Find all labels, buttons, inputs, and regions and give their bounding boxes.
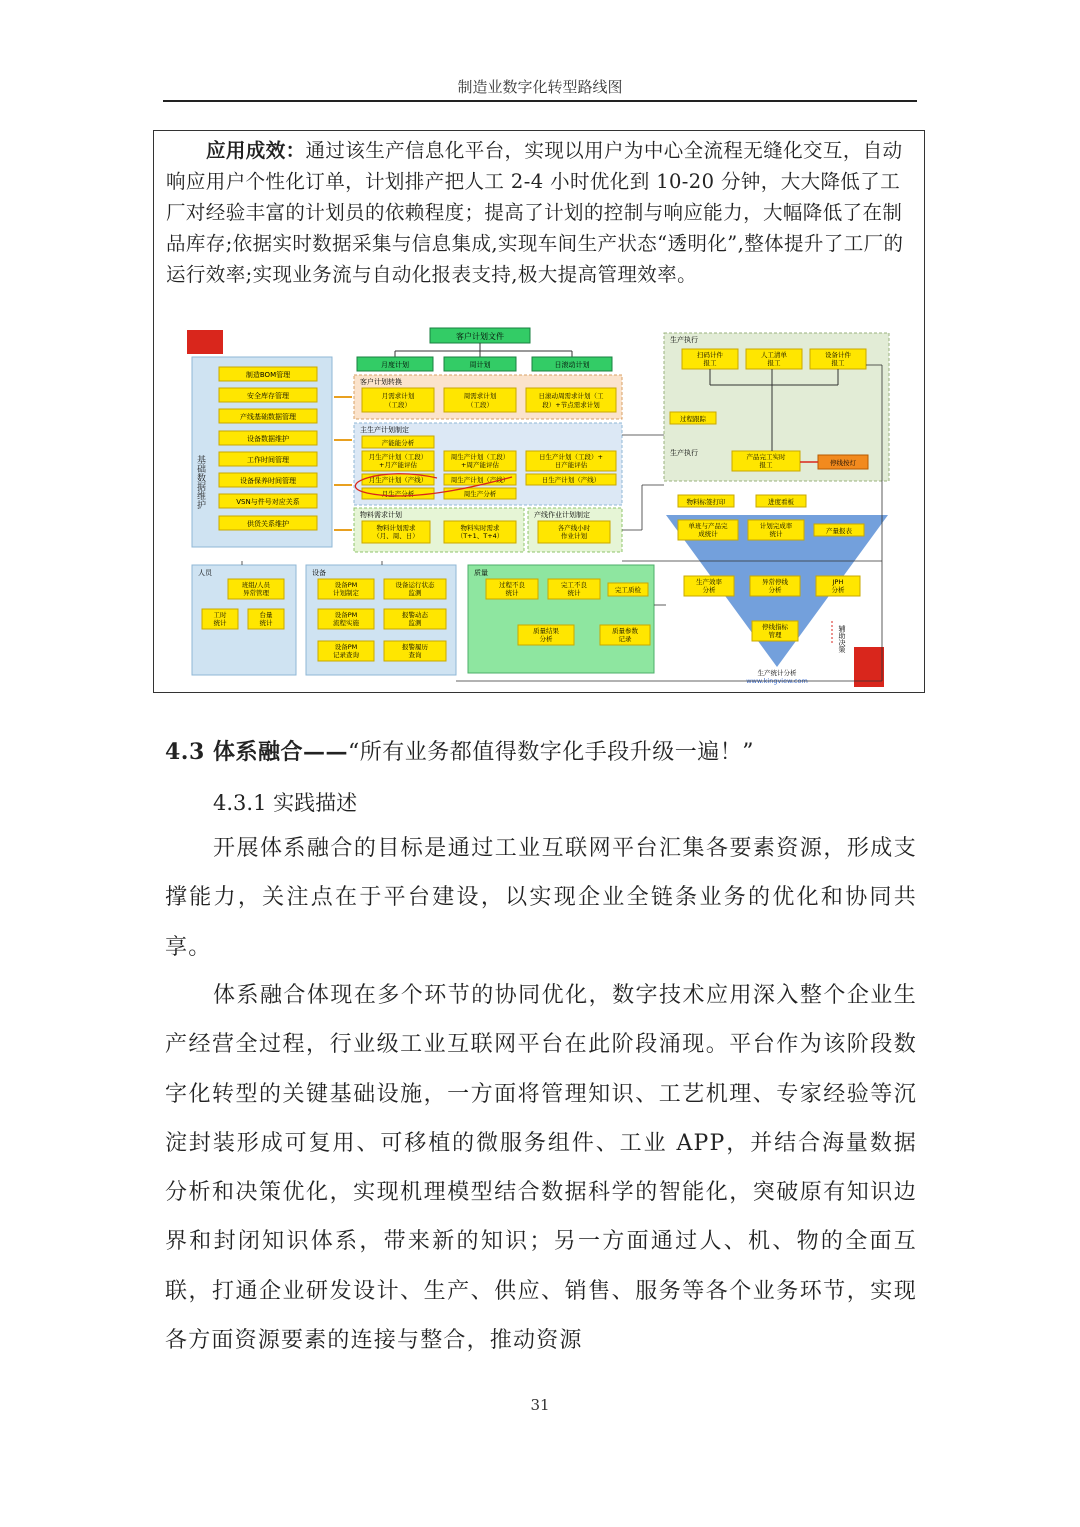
basic-item: VSN与件号对应关系 bbox=[236, 498, 300, 506]
section-title: 体系融合 bbox=[212, 739, 303, 765]
line-job-label: 产线作业计划制定 bbox=[534, 511, 590, 519]
demand-item: 日滚动周需求计划（工段）+节点需求计划 bbox=[538, 392, 604, 409]
effect-label: 应用成效： bbox=[206, 139, 306, 162]
effect-text bbox=[166, 135, 916, 290]
quality-item: 质量结果分析 bbox=[533, 627, 559, 643]
demand-item: 月需求计划（工段） bbox=[381, 392, 415, 409]
basic-item: 制造BOM管理 bbox=[245, 371, 291, 379]
capacity-item: 产能能分析 bbox=[381, 439, 415, 447]
exec-item: 扫码计件报工 bbox=[697, 351, 723, 367]
funnel-bottom-item: 停线指标管理 bbox=[762, 623, 788, 639]
month-prod-item: 月生产计划（工段）+月产能评估 bbox=[368, 453, 428, 469]
material-demand-label: 物料需求计划 bbox=[360, 511, 402, 519]
equip-item: 设备PM 流程实施 bbox=[333, 611, 359, 627]
progress-board: 进度看板 bbox=[768, 498, 794, 506]
red-corner-top-left bbox=[187, 330, 223, 354]
exec-label-2: 生产执行 bbox=[670, 449, 698, 457]
subsection-heading: 4.3.1 实践描述 bbox=[213, 791, 358, 815]
basic-item: 供货关系维护 bbox=[247, 520, 289, 528]
equip-item: 设备PM 记录查询 bbox=[333, 643, 359, 659]
equip-item: 设备PM 计划制定 bbox=[333, 581, 359, 597]
month-prod-item: 月生产计划（产线） bbox=[368, 476, 428, 484]
exec-item: 人工清单报工 bbox=[761, 351, 787, 367]
customer-plan-file-label: 客户计划文件 bbox=[456, 332, 504, 341]
equipment-label: 设备 bbox=[312, 569, 326, 577]
basic-item: 安全库存管理 bbox=[247, 392, 289, 400]
basic-item: 工作时间管理 bbox=[247, 456, 289, 464]
quality-item: 完工不良统计 bbox=[561, 581, 587, 597]
label-print: 物料标签打印 bbox=[686, 498, 726, 506]
week-prod-item: 周生产计划（产线） bbox=[450, 476, 510, 484]
exec-item: 设备计件报工 bbox=[825, 351, 851, 367]
funnel-mid-item: 生产效率分析 bbox=[696, 578, 722, 594]
quality-item: 质量参数记录 bbox=[612, 627, 638, 643]
basic-data-arrows bbox=[334, 397, 352, 530]
effect-body: 通过该生产信息化平台，实现以用户为中心全流程无缝化交互，自动响应用户个性化订单，计划排产把人工 2-4 小时优化到 10-20 分钟，大大降低了工厂对经验丰富的计划员的依赖程度；提高了计划的控制与响应能力，大幅降低了在制品库存;依据实时数据采集与信息集成,实现车间生产状态“透明化”,整体提升了工厂的运行效率;实现业务流与自动化报表支持,极大提高管理效率。 bbox=[166, 139, 904, 286]
process-trace: 过程跟踪 bbox=[680, 415, 706, 423]
customer-convert-label: 客户计划转换 bbox=[360, 378, 402, 386]
page-number: 31 bbox=[530, 1396, 550, 1414]
basic-item: 产线基础数据管理 bbox=[240, 413, 296, 421]
people-item: 工时统计 bbox=[213, 611, 227, 627]
quality-item: 过程不良统计 bbox=[499, 581, 525, 597]
funnel-top-item: 产量报表 bbox=[826, 527, 852, 535]
people-item: 台量统计 bbox=[259, 611, 273, 627]
funnel-mid-item: 异常停线分析 bbox=[762, 578, 788, 594]
running-header: 制造业数字化转型路线图 bbox=[457, 78, 623, 96]
funnel-top-item: 单班与产品完成统计 bbox=[688, 522, 728, 538]
master-plan-label: 主生产计划制定 bbox=[360, 426, 409, 434]
demand-item: 周需求计划（工段） bbox=[463, 392, 497, 409]
plan-label: 日滚动计划 bbox=[554, 361, 590, 369]
stop-button: 停线按灯 bbox=[830, 459, 856, 467]
exec-label: 生产执行 bbox=[670, 336, 698, 344]
basic-item: 设备数据维护 bbox=[247, 435, 289, 443]
section-dash: —— bbox=[302, 739, 348, 765]
section-quote: “所有业务都值得数字化手段升级一遍！” bbox=[347, 740, 754, 765]
basic-item: 设备保养时间管理 bbox=[240, 477, 296, 485]
funnel-caption: 生产统计分析 bbox=[757, 669, 797, 677]
header-rule bbox=[163, 100, 917, 102]
material-item: 物料计划需求（月、周、日） bbox=[373, 524, 419, 540]
line-job-item: 各产线小时作业计划 bbox=[557, 524, 591, 540]
equip-item: 报警动态监测 bbox=[402, 611, 428, 627]
quality-label: 质量 bbox=[474, 569, 488, 577]
paragraph-1 bbox=[165, 824, 917, 972]
aux-decision: 辅助决策 bbox=[838, 625, 846, 653]
basic-data-title: 基础数据维护 bbox=[195, 455, 205, 509]
plan-label: 月度计划 bbox=[381, 361, 409, 369]
effect-box bbox=[153, 130, 925, 693]
people-item: 班组/人员异常管理 bbox=[241, 581, 271, 597]
people-label: 人员 bbox=[198, 569, 212, 577]
week-prod-item: 周生产分析 bbox=[463, 490, 497, 498]
paragraph-text: 开展体系融合的目标是通过工业互联网平台汇集各要素资源，形成支撑能力，关注点在于平台建设，以实现企业全链条业务的优化和协同共享。 bbox=[165, 836, 917, 960]
month-prod-item: 月生产分析 bbox=[381, 490, 415, 498]
day-prod-item: 日生产计划（工段）+日产能评估 bbox=[539, 453, 603, 469]
material-item: 物料实时需求（T+1、T+4） bbox=[456, 524, 504, 540]
equip-item: 报警履历查询 bbox=[402, 643, 428, 659]
equip-item: 设备运行状态监测 bbox=[395, 581, 435, 597]
quality-item: 完工质检 bbox=[615, 586, 641, 594]
funnel-mid-item: JPH 分析 bbox=[831, 578, 845, 594]
paragraph-2 bbox=[165, 971, 917, 1365]
watermark: www.kingview.com bbox=[746, 677, 808, 685]
day-prod-item: 日生产计划（产线） bbox=[541, 476, 601, 484]
funnel-top-item: 计划完成率统计 bbox=[759, 522, 793, 538]
paragraph-text: 体系融合体现在多个环节的协同优化，数字技术应用深入整个企业生产经营全过程，行业级工业互联网平台在此阶段涌现。平台作为该阶段数字化转型的关键基础设施，一方面将管理知识、工艺机理、专家经验等沉淀封装形成可复用、可移植的微服务组件、工业 APP，并结合海量数据分析和决策优化，实现机理模型结合数据科学的智能化，突破原有知识边界和封闭知识体系，带来新的知识；另一方面通过人、机、物的全面互联，打通企业研发设计、生产、供应、销售、服务等各个业务环节，实现各方面资源要素的连接与整合，推动资源 bbox=[165, 983, 917, 1354]
week-prod-item: 周生产计划（工段）+周产能评估 bbox=[450, 453, 510, 469]
realtime-report: 产品完工实时报工 bbox=[746, 453, 786, 469]
production-flow-diagram bbox=[182, 325, 902, 689]
section-heading bbox=[165, 735, 754, 766]
section-number: 4.3 bbox=[165, 739, 205, 765]
plan-label: 周计划 bbox=[469, 361, 491, 369]
